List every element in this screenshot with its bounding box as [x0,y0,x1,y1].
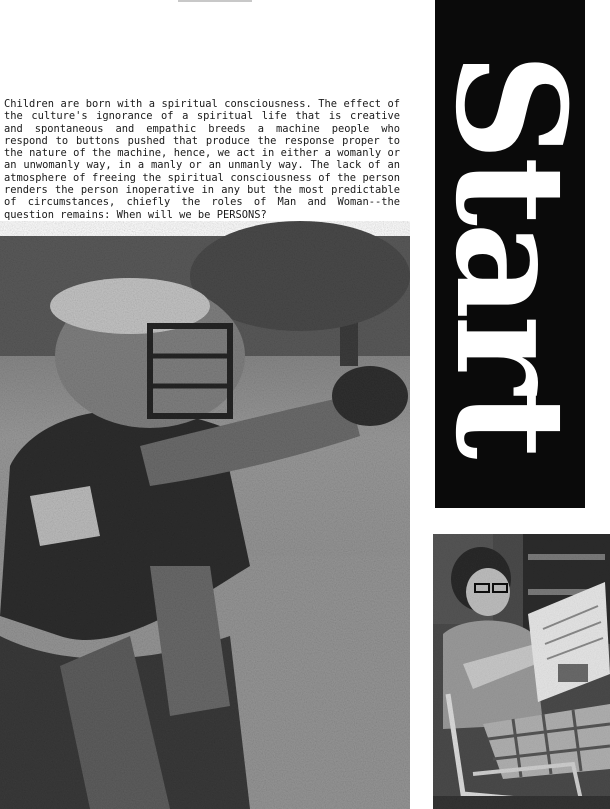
reader-photo [433,534,610,809]
start-banner [422,0,598,508]
intro-paragraph: Children are born with a spiritual consciousness. The effect of the culture's ignorance of a spiritual life that is creative and spontaneous and empathic breeds a machine people who respond to buttons pushed that produce the response proper to the nature of the machine, hence, we act in either a womanly or an unwomanly way, in a manly or an unmanly way. The lack of an atmosphere of freeing the spiritual consciousness of the person renders the person inoperative in any but the most predictable of circumstances, chiefly the roles of Man and Woman--the question remains: When will we be PERSONS? [4,98,400,221]
top-rule [178,0,252,2]
start-banner-word: Start [422,52,598,456]
catcher-photo [0,236,410,809]
